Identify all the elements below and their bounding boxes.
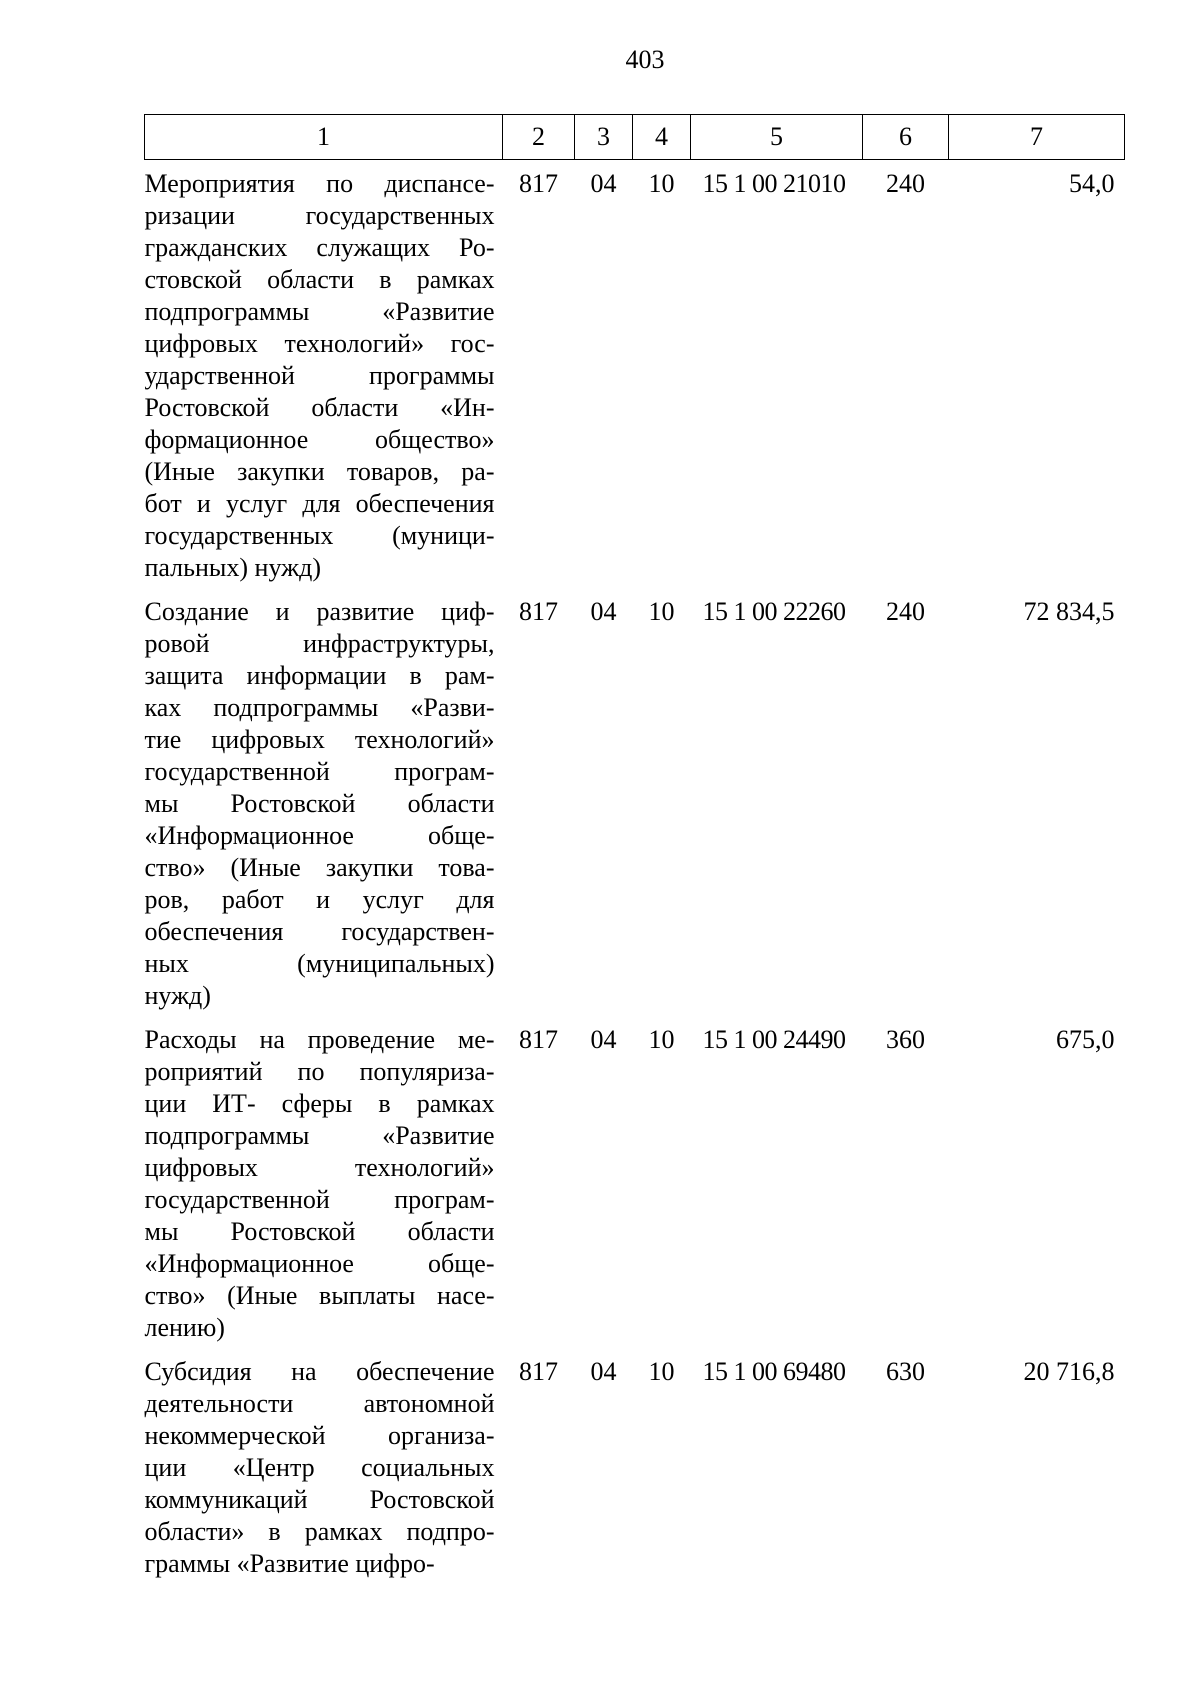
- expense-type-cell: 240: [886, 169, 925, 198]
- column-header: 6: [863, 115, 949, 160]
- table-header-row: [145, 115, 1125, 160]
- target-article-cell: 15 1 00 21010: [702, 169, 846, 198]
- expense-name-line: некоммерческой организа-: [144, 1421, 495, 1450]
- expense-type-cell: 360: [886, 1025, 925, 1054]
- expense-type-cell: 240: [886, 597, 925, 626]
- expense-name-line: лению): [144, 1313, 225, 1342]
- expense-name-line: деятельности автономной: [144, 1389, 495, 1418]
- expense-name-cell: [145, 1016, 503, 1348]
- expense-name-cell: [145, 588, 503, 1016]
- target-article-cell: 15 1 00 69480: [702, 1357, 846, 1386]
- expense-name-line: нужд): [144, 981, 211, 1010]
- expense-name-line: цифровых технологий»: [144, 1153, 495, 1182]
- expense-name-line: бот и услуг для обеспечения: [144, 489, 495, 518]
- budget-table: [144, 114, 1125, 1584]
- expense-name-line: государственной програм-: [144, 1185, 495, 1214]
- table-row: [145, 160, 1125, 589]
- table-row: [145, 1016, 1125, 1348]
- expense-name-line: области» в рамках подпро-: [144, 1517, 495, 1546]
- expense-name-line: Субсидия на обеспечение: [144, 1357, 495, 1386]
- subsection-code-cell: 10: [648, 1357, 675, 1386]
- column-header: 2: [503, 115, 575, 160]
- table-body: [145, 160, 1125, 1585]
- expense-name-line: государственных (муници-: [144, 521, 495, 550]
- expense-name-line: ках подпрограммы «Разви-: [144, 693, 495, 722]
- expense-name-line: ровой инфраструктуры,: [144, 629, 495, 658]
- expense-name-line: ство» (Иные закупки това-: [144, 853, 495, 882]
- section-code-cell: 04: [590, 1025, 617, 1054]
- ministry-code-cell: 817: [519, 1357, 558, 1386]
- expense-name-line: цифровых технологий» гос-: [144, 329, 495, 358]
- section-code-cell: 04: [590, 1357, 617, 1386]
- column-header: 1: [145, 115, 503, 160]
- expense-name-line: государственной програм-: [144, 757, 495, 786]
- amount-cell: 675,0: [1056, 1025, 1115, 1054]
- expense-name-line: «Информационное обще-: [144, 821, 495, 850]
- expense-name-line: ции «Центр социальных: [144, 1453, 495, 1482]
- expense-name-line: гражданских служащих Ро-: [144, 233, 495, 262]
- expense-name-line: ударственной программы: [144, 361, 495, 390]
- expense-name-line: Создание и развитие циф-: [144, 597, 495, 626]
- ministry-code-cell: 817: [519, 1025, 558, 1054]
- expense-name-cell: [145, 160, 503, 589]
- target-article-cell: 15 1 00 22260: [702, 597, 846, 626]
- ministry-code-cell: 817: [519, 169, 558, 198]
- expense-name-line: мы Ростовской области: [144, 1217, 495, 1246]
- column-header: 3: [575, 115, 633, 160]
- expense-name-line: формационное общество»: [144, 425, 495, 454]
- expense-name-line: ров, работ и услуг для: [144, 885, 495, 914]
- expense-name-cell: [145, 1348, 503, 1584]
- expense-name-line: граммы «Развитие цифро-: [144, 1549, 435, 1578]
- expense-type-cell: 630: [886, 1357, 925, 1386]
- ministry-code-cell: 817: [519, 597, 558, 626]
- expense-name-line: обеспечения государствен-: [144, 917, 495, 946]
- expense-name-line: тие цифровых технологий»: [144, 725, 495, 754]
- section-code-cell: 04: [590, 169, 617, 198]
- expense-name-line: ных (муниципальных): [144, 949, 495, 978]
- section-code-cell: 04: [590, 597, 617, 626]
- expense-name-line: подпрограммы «Развитие: [144, 1121, 495, 1150]
- expense-name-line: ризации государственных: [144, 201, 495, 230]
- expense-name-line: ство» (Иные выплаты насе-: [144, 1281, 495, 1310]
- expense-name-line: Мероприятия по диспансе-: [144, 169, 495, 198]
- expense-name-line: подпрограммы «Развитие: [144, 297, 495, 326]
- amount-cell: 72 834,5: [1023, 597, 1115, 626]
- expense-name-line: (Иные закупки товаров, ра-: [144, 457, 495, 486]
- expense-name-line: роприятий по популяриза-: [144, 1057, 495, 1086]
- table-row: [145, 588, 1125, 1016]
- column-header: 5: [691, 115, 863, 160]
- expense-name-line: ции ИТ- сферы в рамках: [144, 1089, 495, 1118]
- subsection-code-cell: 10: [648, 1025, 675, 1054]
- expense-name-line: защита информации в рам-: [144, 661, 495, 690]
- target-article-cell: 15 1 00 24490: [702, 1025, 846, 1054]
- expense-name-line: стовской области в рамках: [144, 265, 495, 294]
- column-header: 7: [949, 115, 1125, 160]
- amount-cell: 20 716,8: [1023, 1357, 1115, 1386]
- expense-name-line: Расходы на проведение ме-: [144, 1025, 495, 1054]
- expense-name-line: «Информационное обще-: [144, 1249, 495, 1278]
- expense-name-line: мы Ростовской области: [144, 789, 495, 818]
- expense-name-line: Ростовской области «Ин-: [144, 393, 495, 422]
- expense-name-line: коммуникаций Ростовской: [144, 1485, 495, 1514]
- page-number: 403: [625, 45, 665, 74]
- column-header: 4: [633, 115, 691, 160]
- subsection-code-cell: 10: [648, 597, 675, 626]
- subsection-code-cell: 10: [648, 169, 675, 198]
- table-row: [145, 1348, 1125, 1584]
- expense-name-line: пальных) нужд): [144, 553, 321, 582]
- amount-cell: 54,0: [1069, 169, 1115, 198]
